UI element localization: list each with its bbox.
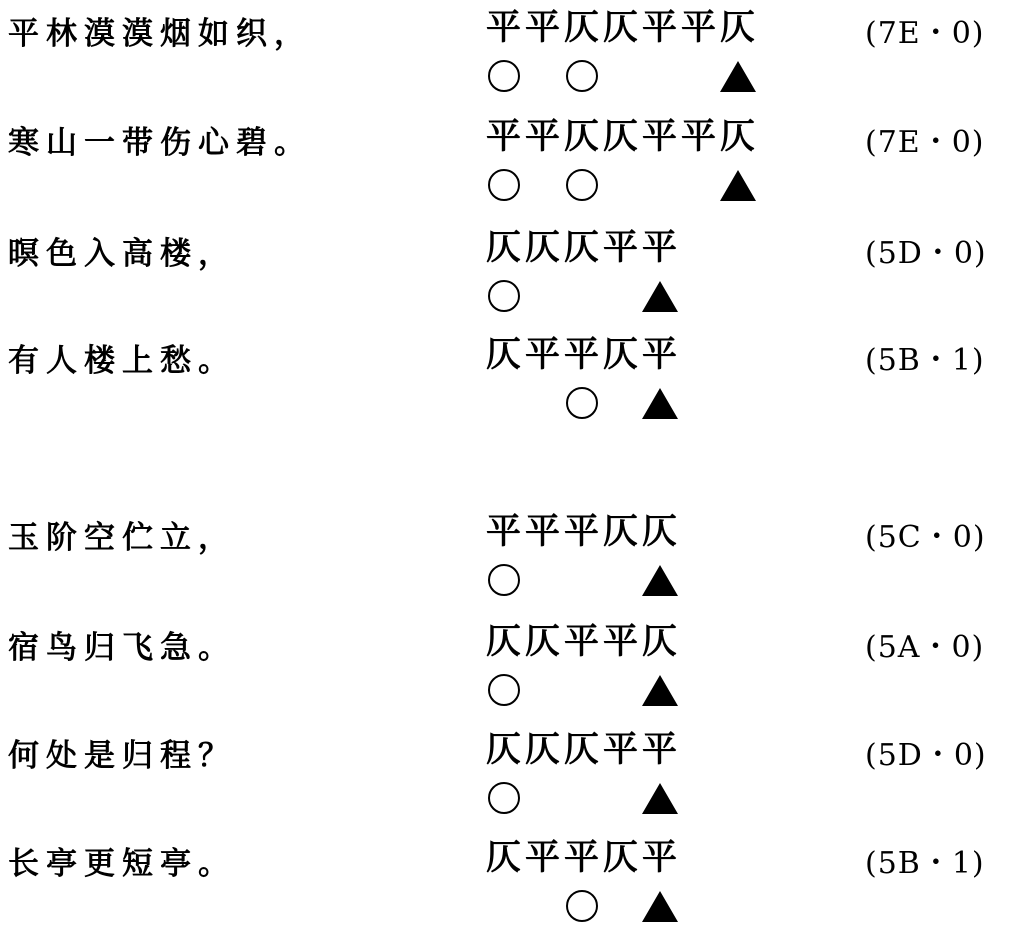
tone-char: 仄 [524,227,560,268]
poem-line [0,8,1013,108]
mark-slot [484,670,523,710]
tone-char: 平 [641,7,677,48]
poem-line [0,117,1013,217]
circle-icon [566,60,598,92]
mark-slot [640,276,679,316]
tone-pattern [484,8,757,48]
triangle-icon [642,565,678,596]
mark-slot [601,165,640,205]
tone-char: 仄 [719,7,755,48]
mark-slot [640,670,679,710]
poem-line [0,512,1013,612]
mark-slot [718,56,757,96]
tone-char: 仄 [563,116,599,157]
tone-char: 平 [563,621,599,662]
mark-slot [484,276,523,316]
mark-slot [484,56,523,96]
mark-slot [523,560,562,600]
tone-char: 仄 [563,7,599,48]
verse-text: 何处是归程？ [8,738,236,774]
tone-char: 平 [524,116,560,157]
mark-slot [523,383,562,423]
rhythm-marks [484,886,679,926]
tone-char: 平 [680,116,716,157]
mark-slot [640,383,679,423]
mark-slot [562,276,601,316]
meter-code: (5A・0) [865,630,985,665]
mark-slot [523,276,562,316]
poem-line [0,228,1013,328]
mark-slot [601,778,640,818]
tone-char: 平 [524,511,560,552]
triangle-icon [642,783,678,814]
mark-slot [562,560,601,600]
tone-char: 平 [680,7,716,48]
mark-slot [523,886,562,926]
mark-slot [601,383,640,423]
meter-code: (5B・1) [865,846,985,881]
tone-char: 仄 [563,729,599,770]
tone-char: 仄 [485,334,521,375]
meter-code: (7E・0) [865,125,985,160]
verse-text: 宿鸟归飞急。 [8,630,236,666]
tone-char: 仄 [602,837,638,878]
tone-char: 仄 [524,621,560,662]
mark-slot [601,886,640,926]
mark-slot [562,886,601,926]
meter-code: (5B・1) [865,343,985,378]
circle-icon [488,60,520,92]
tone-char: 平 [563,837,599,878]
mark-slot [640,165,679,205]
tone-char: 仄 [602,116,638,157]
tone-char: 平 [563,334,599,375]
mark-slot [562,778,601,818]
circle-icon [488,782,520,814]
meter-code: (5D・0) [865,236,987,271]
tone-char: 仄 [485,729,521,770]
mark-slot [679,165,718,205]
rhythm-marks [484,383,679,423]
rhythm-marks [484,560,679,600]
tone-pattern [484,117,757,157]
tone-pattern [484,838,679,878]
rhythm-marks [484,56,757,96]
mark-slot [484,560,523,600]
circle-icon [488,280,520,312]
mark-slot [640,886,679,926]
rhythm-marks [484,165,757,205]
poem-line [0,622,1013,722]
tone-char: 仄 [485,227,521,268]
tone-char: 平 [602,621,638,662]
mark-slot [601,560,640,600]
circle-icon [566,890,598,922]
tone-char: 仄 [485,621,521,662]
mark-slot [523,670,562,710]
meter-code: (7E・0) [865,16,985,51]
verse-text: 有人楼上愁。 [8,343,236,379]
mark-slot [718,165,757,205]
verse-text: 长亭更短亭。 [8,846,236,882]
poem-line [0,838,1013,938]
mark-slot [679,56,718,96]
tone-char: 平 [641,729,677,770]
rhythm-marks [484,778,679,818]
verse-text: 平林漠漠烟如织， [8,16,312,52]
rhythm-marks [484,670,679,710]
mark-slot [640,778,679,818]
mark-slot [562,56,601,96]
circle-icon [566,169,598,201]
mark-slot [484,886,523,926]
circle-icon [566,387,598,419]
mark-slot [601,56,640,96]
mark-slot [484,778,523,818]
tone-char: 平 [485,116,521,157]
tone-char: 仄 [524,729,560,770]
mark-slot [484,165,523,205]
mark-slot [601,276,640,316]
tone-char: 平 [563,511,599,552]
triangle-icon [642,891,678,922]
tone-char: 平 [602,227,638,268]
mark-slot [640,560,679,600]
tone-pattern [484,622,679,662]
circle-icon [488,169,520,201]
poem-line [0,730,1013,830]
tone-char: 平 [524,7,560,48]
verse-text: 暝色入高楼， [8,236,236,272]
mark-slot [523,56,562,96]
verse-text: 寒山一带伤心碧。 [8,125,312,161]
mark-slot [484,383,523,423]
tone-char: 仄 [641,621,677,662]
mark-slot [601,670,640,710]
tone-char: 仄 [602,7,638,48]
verse-text: 玉阶空伫立， [8,520,236,556]
poem-line [0,335,1013,435]
tone-pattern [484,228,679,268]
tone-char: 平 [641,116,677,157]
tone-char: 仄 [641,511,677,552]
tone-char: 仄 [485,837,521,878]
mark-slot [640,56,679,96]
mark-slot [562,165,601,205]
meter-code: (5C・0) [865,520,986,555]
tone-char: 仄 [563,227,599,268]
tone-char: 仄 [602,334,638,375]
rhythm-marks [484,276,679,316]
triangle-icon [720,170,756,201]
tone-char: 平 [485,511,521,552]
mark-slot [562,670,601,710]
tone-pattern [484,335,679,375]
tone-char: 平 [485,7,521,48]
meter-code: (5D・0) [865,738,987,773]
tone-pattern [484,512,679,552]
tone-char: 平 [524,334,560,375]
tone-char: 平 [602,729,638,770]
triangle-icon [642,675,678,706]
circle-icon [488,674,520,706]
tone-char: 平 [524,837,560,878]
tone-char: 仄 [719,116,755,157]
mark-slot [562,383,601,423]
tone-pattern [484,730,679,770]
circle-icon [488,564,520,596]
tone-char: 平 [641,334,677,375]
tone-char: 平 [641,227,677,268]
mark-slot [523,778,562,818]
triangle-icon [642,281,678,312]
triangle-icon [720,61,756,92]
tone-char: 平 [641,837,677,878]
mark-slot [523,165,562,205]
triangle-icon [642,388,678,419]
tone-char: 仄 [602,511,638,552]
